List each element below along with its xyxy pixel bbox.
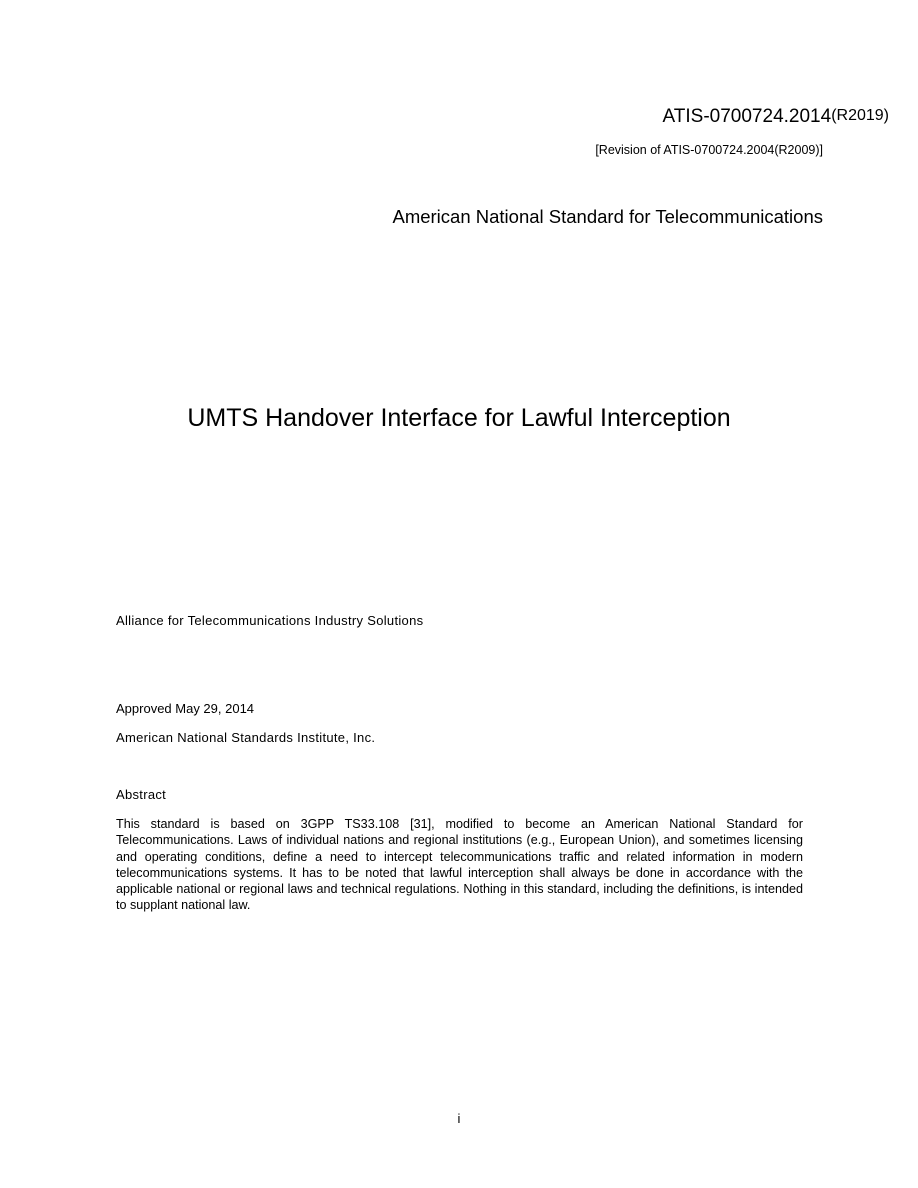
page-number: i bbox=[457, 1111, 461, 1126]
revision-note: [Revision of ATIS-0700724.2004(R2009)] bbox=[595, 143, 823, 157]
abstract-heading: Abstract bbox=[116, 787, 167, 802]
approval-date: Approved May 29, 2014 bbox=[116, 701, 255, 716]
approving-institute: American National Standards Institute, Inc. bbox=[116, 730, 376, 745]
abstract-body: This standard is based on 3GPP TS33.108 [31], modified to become an American National Standard for Telecommunications. Laws of individual nations and regional institutions (e.g., European Union), and sometimes licensing and operating conditions, define a need to intercept telecommunications traffic and related information in modern telecommunications systems. It has to be noted that lawful interception shall always be done in accordance with the applicable national or regional laws and technical regulations. Nothing in this standard, including the definitions, is intended to supplant national law. bbox=[116, 817, 803, 913]
organization-name: Alliance for Telecommunications Industry Solutions bbox=[116, 613, 424, 628]
standard-type: American National Standard for Telecommunications bbox=[392, 206, 823, 227]
document-title: UMTS Handover Interface for Lawful Interception bbox=[187, 404, 731, 432]
designation-number: ATIS-0700724.2014 bbox=[662, 106, 832, 127]
standard-designation bbox=[663, 106, 889, 129]
reaffirmation-year: (R2019) bbox=[831, 107, 889, 124]
